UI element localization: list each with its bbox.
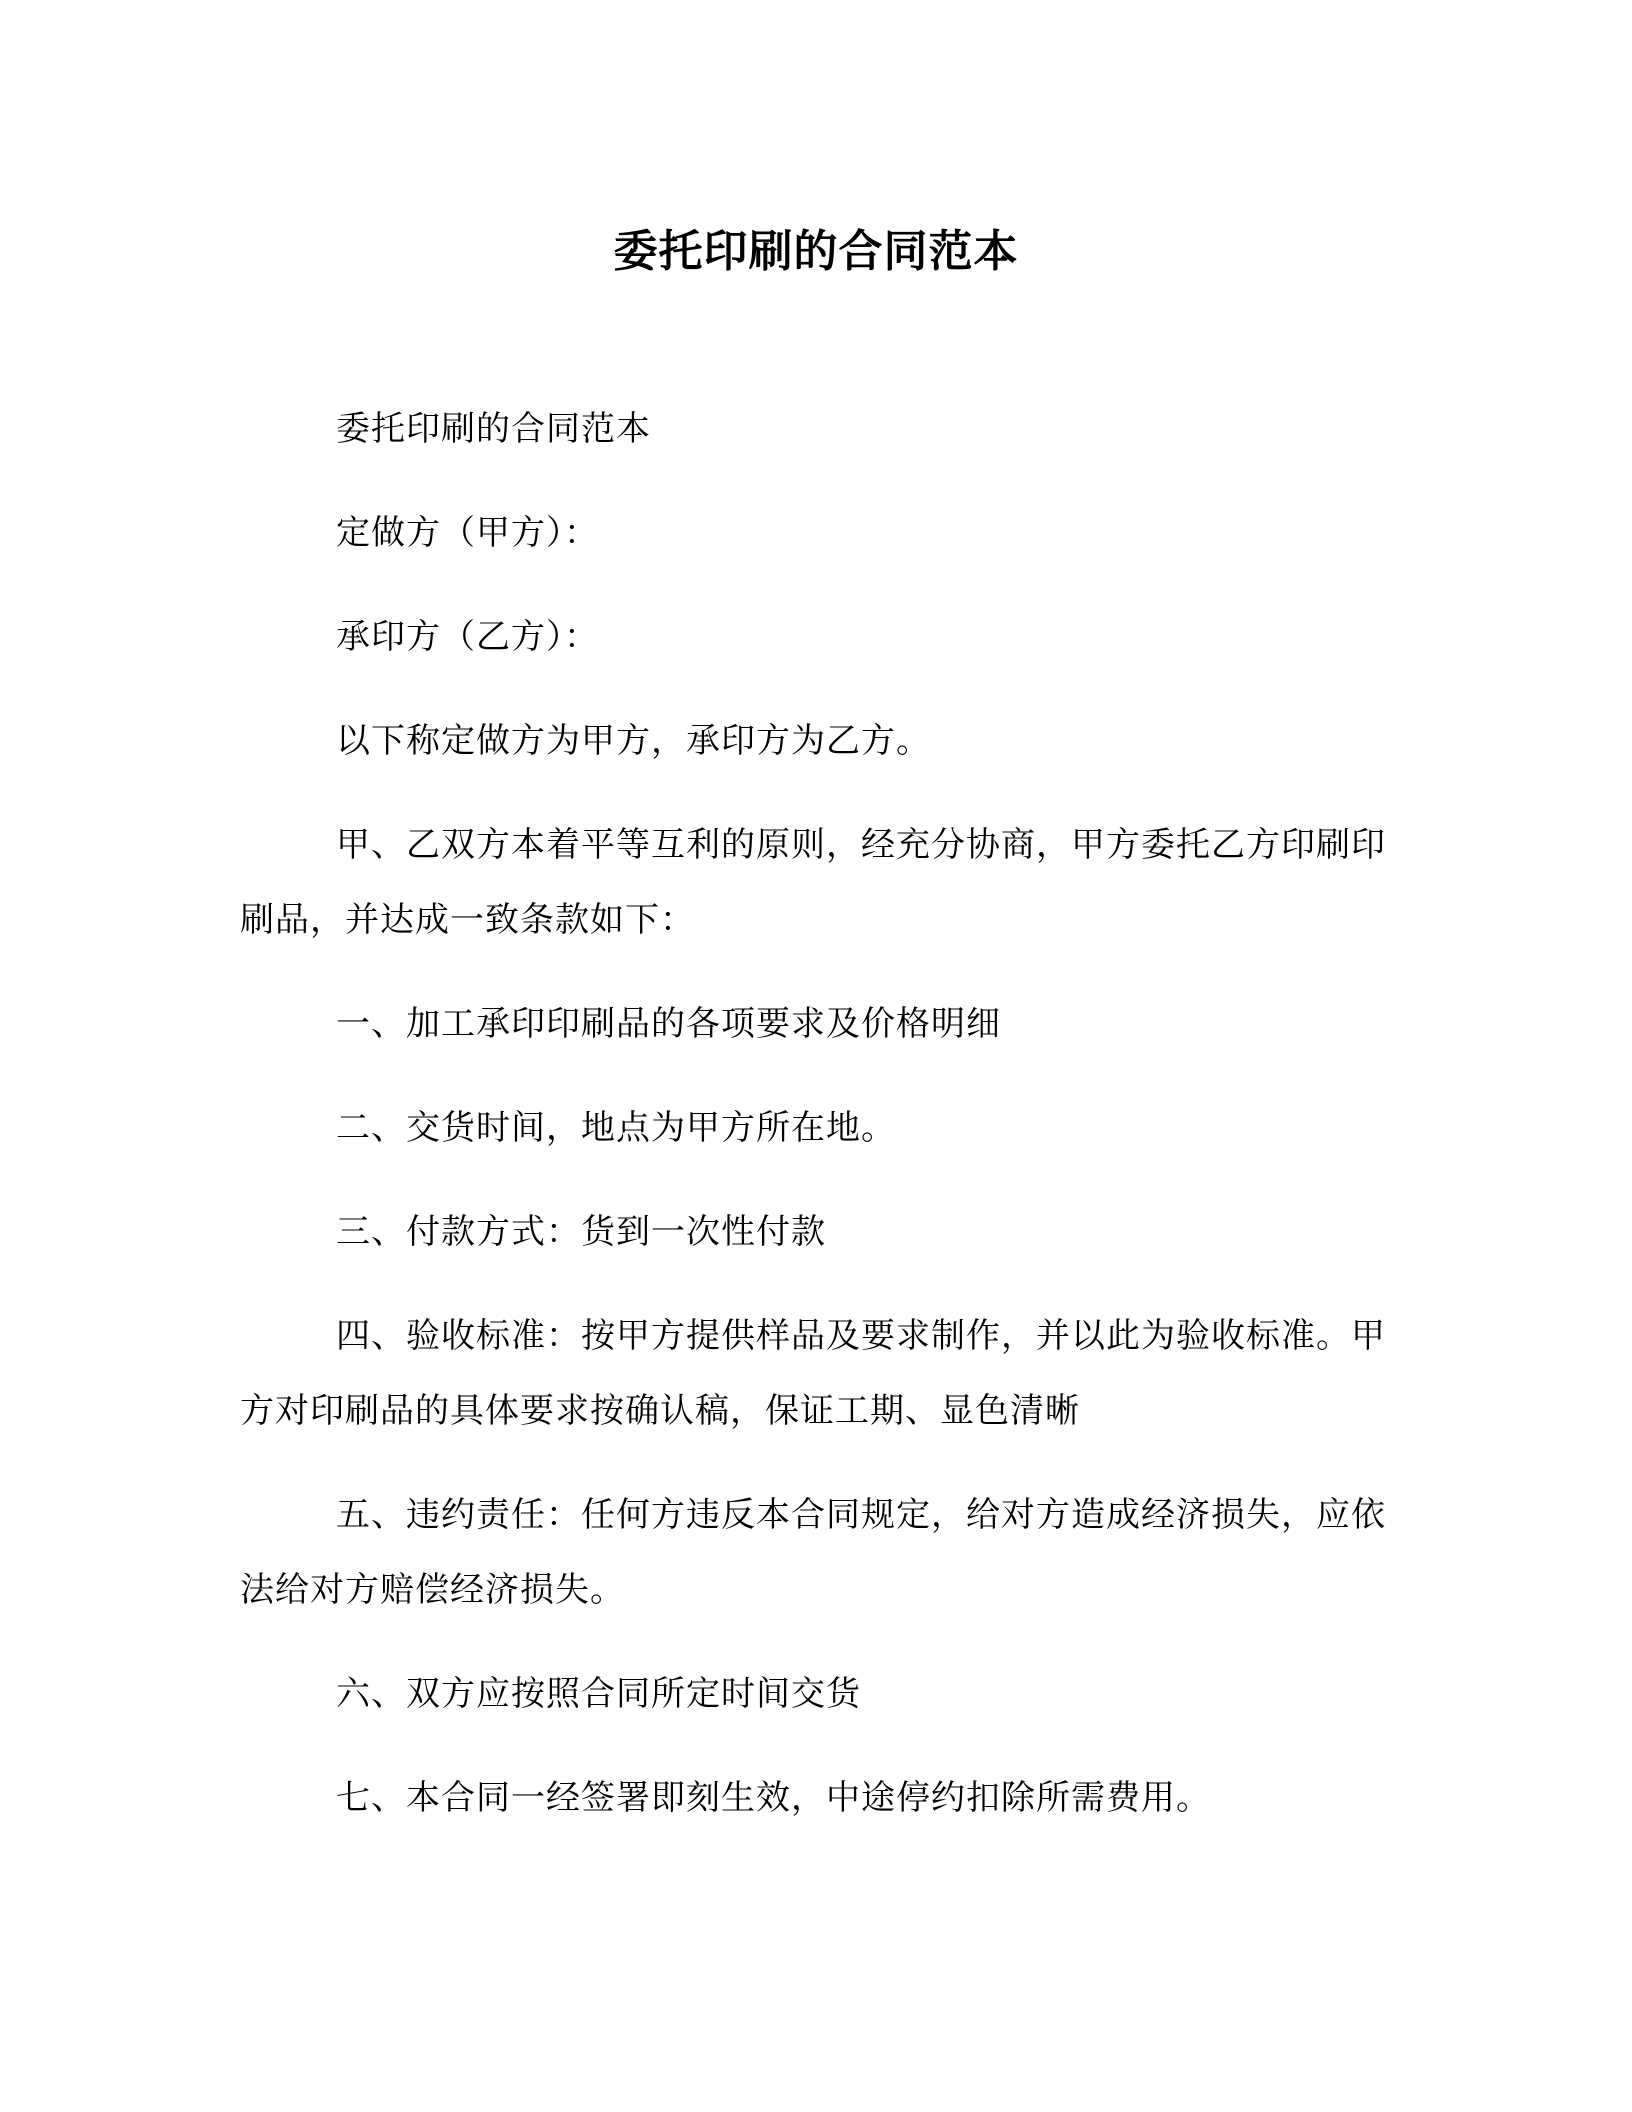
paragraph-preamble: 甲、乙双方本着平等互利的原则，经充分协商，甲方委托乙方印刷印刷品，并达成一致条款如下： xyxy=(240,825,1386,940)
document-body xyxy=(240,392,1400,1865)
clause-5: 五、违约责任：任何方违反本合同规定，给对方造成经济损失，应依法给对方赔偿经济损失。 xyxy=(240,1495,1386,1610)
clause-4: 四、验收标准：按甲方提供样品及要求制作，并以此为验收标准。甲方对印刷品的具体要求按确认稿，保证工期、显色清晰 xyxy=(240,1316,1386,1431)
clause-6: 六、双方应按照合同所定时间交货 xyxy=(336,1674,861,1714)
clause-3: 三、付款方式：货到一次性付款 xyxy=(336,1212,826,1252)
clause-7: 七、本合同一经签署即刻生效，中途停约扣除所需费用。 xyxy=(336,1778,1211,1818)
paragraph-party-b: 承印方（乙方）： xyxy=(336,617,599,657)
clause-2: 二、交货时间，地点为甲方所在地。 xyxy=(336,1108,896,1148)
paragraph-subtitle: 委托印刷的合同范本 xyxy=(336,409,651,449)
paragraph-party-a: 定做方（甲方）： xyxy=(336,513,599,553)
document-title: 委托印刷的合同范本 xyxy=(613,226,1019,277)
paragraph-definition: 以下称定做方为甲方，承印方为乙方。 xyxy=(336,721,931,761)
clause-1: 一、加工承印印刷品的各项要求及价格明细 xyxy=(336,1004,1001,1044)
